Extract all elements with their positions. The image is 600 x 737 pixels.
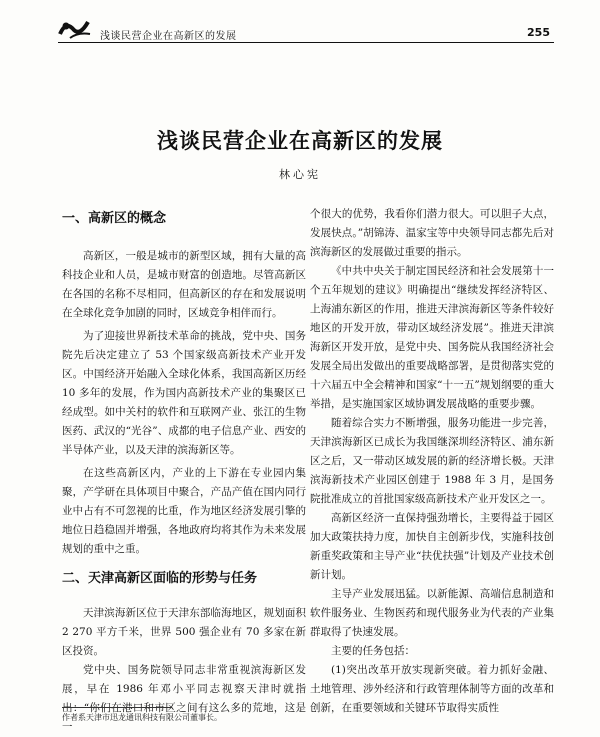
page-header bbox=[0, 0, 600, 46]
section-heading-situation: 二、天津高新区面临的形势与任务 bbox=[62, 571, 258, 586]
paragraph: 为了迎接世界新技术革命的挑战，党中央、国务院先后决定建立了 53 个国家级高新技术产业开发区。中国经济开始融入全球化体系，我国高新区历经 10 多年的发展，作为国内高新技术产业的集聚区已经成型。如中关村的软件和互联网产业、张江的生物医药、武汉的“光谷”、成都的电子信息产业、西安的半导体产业，以及天津的滨海新区等。 bbox=[62, 330, 306, 456]
paragraph: 主导产业发展迅猛。以新能源、高端信息制造和软件服务业、生物医药和现代服务业为代表的产业集群取得了快速发展。 bbox=[310, 588, 554, 638]
paragraph: 随着综合实力不断增强，服务功能进一步完善，天津滨海新区已成长为我国继深圳经济特区、浦东新区之后，又一带动区域发展的新的经济增长极。天津滨海新技术产业园区创建于 1988 年 3 月，是国务院批准成立的首批国家级高新技术产业开发区之一。 bbox=[310, 417, 554, 505]
footnote-rule bbox=[62, 707, 172, 708]
right-column bbox=[310, 205, 554, 718]
paragraph: 天津滨海新区位于天津东部临海地区，规划面积 2 270 平方千米，世界 500 强企业有 70 多家在新区投资。 bbox=[62, 607, 306, 657]
article-title: 浅谈民营企业在高新区的发展 bbox=[157, 128, 443, 154]
paragraph: 《中共中央关于制定国民经济和社会发展第十一个五年规划的建议》明确提出“继续发挥经济特区、上海浦东新区的作用，推进天津滨海新区等条件较好地区的开发开放，带动区域经济发展”。推进天津滨海新区开发开放，是党中央、国务院从我国经济社会发展全局出发做出的重要战略部署，是贯彻落实党的十六届五中全会精神和国家“十一五”规划纲要的重大举措，是实施国家区域协调发展战略的重要步骤。 bbox=[310, 265, 554, 410]
section-heading-concept: 一、高新区的概念 bbox=[62, 211, 167, 226]
left-column bbox=[62, 205, 306, 737]
page-number: 255 bbox=[527, 26, 550, 39]
paragraph-continued: 个很大的优势，我看你们潜力很大。可以胆子大点，发展快点。”胡锦涛、温家宝等中央领导同志都先后对滨海新区的发展做过重要的指示。 bbox=[310, 208, 554, 258]
paragraph: 主要的任务包括： bbox=[331, 645, 415, 657]
journal-logo-icon bbox=[58, 18, 92, 40]
article-author: 林心宪 bbox=[279, 168, 321, 181]
paragraph: 党中央、国务院领导同志非常重视滨海新区发展，早在 1986 年邓小平同志视察天津时就指出：“你们在港口和市区之间有这么多的荒地，这是一 bbox=[62, 664, 306, 733]
footnote: 作者系天津市迅龙通讯科技有限公司董事长。 bbox=[62, 713, 222, 722]
paragraph: 高新区经济一直保持强劲增长，主要得益于园区加大政策扶持力度，加快自主创新步伐，实施科技创新重奖政策和主导产业“扶优扶强”计划及产业技术创新计划。 bbox=[310, 512, 554, 581]
running-head: 浅谈民营企业在高新区的发展 bbox=[100, 31, 237, 42]
header-rule bbox=[58, 42, 554, 43]
paragraph: 在这些高新区内，产业的上下游在专业园内集聚，产学研在具体项目中聚合，产品产值在国内同行业中占有不可忽视的比重，作为地区经济发展引擎的地位日趋稳固并增强，各地政府均将其作为未来发展规划的重中之重。 bbox=[62, 467, 306, 555]
paragraph: (1)突出改革开放实现新突破。着力抓好金融、土地管理、涉外经济和行政管理体制等方面的改革和创新，在重要领域和关键环节取得实质性 bbox=[310, 664, 554, 714]
paragraph: 高新区，一般是城市的新型区域，拥有大量的高科技企业和人员，是城市财富的创造地。尽管高新区在各国的名称不尽相同，但高新区的存在和发展说明在全球化竞争加剧的同时，区域竞争相伴而行。 bbox=[62, 250, 306, 319]
